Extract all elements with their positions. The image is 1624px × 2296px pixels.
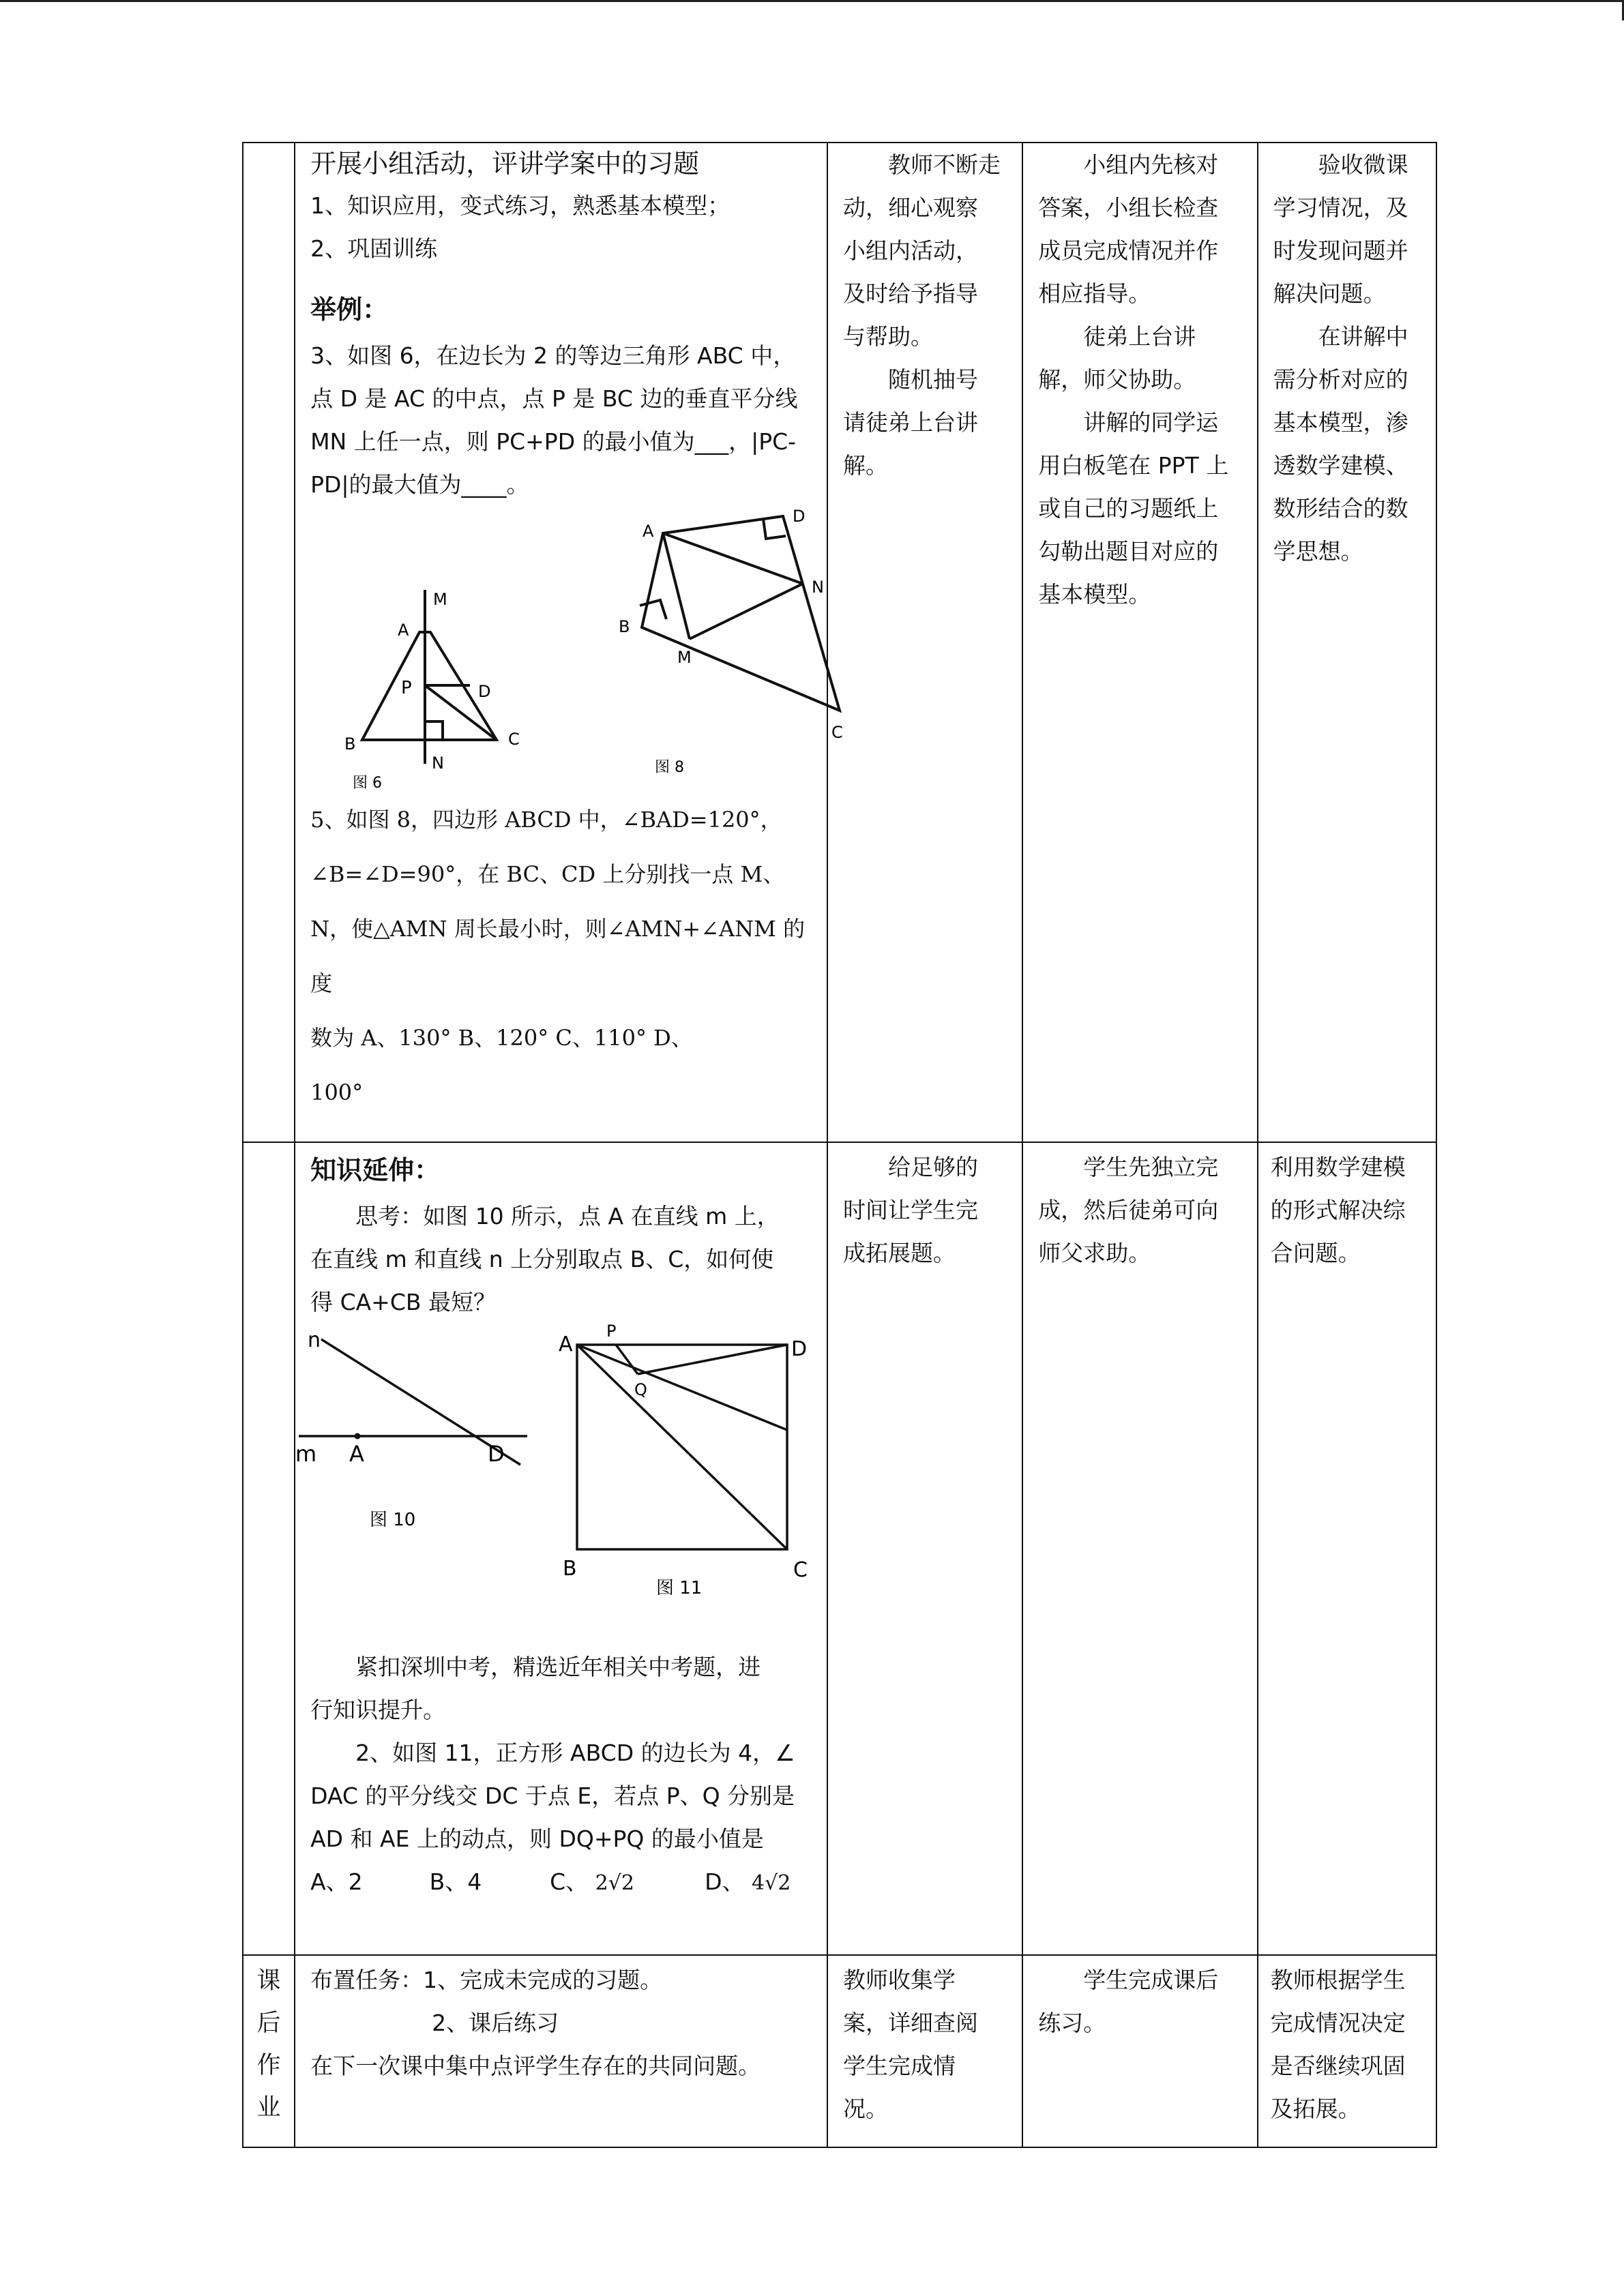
intent-line: 数形结合的数 (1273, 495, 1408, 522)
row-label-char: 作 (256, 2052, 281, 2079)
intent-line: 透数学建模、 (1273, 452, 1408, 479)
segment-an (663, 533, 803, 584)
intent-line: 在讲解中 (1318, 323, 1408, 350)
table-row-group-activity (243, 143, 1436, 1142)
fig10-label-A: A (349, 1441, 364, 1467)
teacher-line: 案，详细查阅 (842, 2010, 978, 2036)
row-label-cell-empty (243, 143, 295, 1142)
paragraph-1-line-2: 行知识提升。 (310, 1697, 446, 1723)
point-a-dot (355, 1433, 361, 1440)
fig8-label-D: D (793, 507, 806, 526)
intent-line: 利用数学建模 (1270, 1154, 1406, 1180)
question-2-line-1: 2、如图 11，正方形 ABCD 的边长为 4，∠ (355, 1740, 795, 1766)
fig10-label-m: m (295, 1441, 317, 1467)
figures-6-and-8 (295, 506, 843, 792)
intent-line: 学思想。 (1273, 538, 1363, 565)
fig10-caption: 图 10 (370, 1510, 416, 1530)
fig11-label-P: P (606, 1322, 617, 1341)
intent-line: 的形式解决综 (1270, 1197, 1406, 1223)
fig6-label-B: B (344, 734, 356, 754)
student-activity-cell (1022, 1142, 1257, 1955)
right-angle-mark (425, 721, 443, 740)
question-5-line-4: 数为 A、130° B、120° C、110° D、 (310, 1025, 693, 1051)
teacher-line: 学生完成情 (842, 2053, 956, 2079)
option-a: A、2 (310, 1868, 363, 1895)
intent-line: 及拓展。 (1270, 2096, 1361, 2122)
question-5-line-2: ∠B=∠D=90°，在 BC、CD 上分别找一点 M、 (310, 861, 785, 887)
question-3-line-1: 3、如图 6，在边长为 2 的等边三角形 ABC 中， (310, 342, 796, 369)
fig6-caption: 图 6 (353, 775, 383, 792)
intent-line: 时发现问题并 (1273, 237, 1408, 264)
student-line: 用白板笔在 PPT 上 (1038, 452, 1229, 479)
teacher-line: 小组内活动， (842, 237, 978, 264)
homework-line-3: 在下一次课中集中点评学生存在的共同问题。 (310, 2053, 761, 2079)
fig11-label-A: A (559, 1332, 573, 1356)
design-intent-cell (1258, 1955, 1436, 2147)
fig8-caption: 图 8 (655, 759, 685, 776)
homework-line-1: 布置任务：1、完成未完成的习题。 (310, 1967, 663, 1993)
row-label-char: 后 (256, 2010, 281, 2037)
row-label-cell-empty (243, 1142, 295, 1955)
design-intent-cell (1258, 1142, 1436, 1955)
main-content-cell (295, 1142, 827, 1955)
think-line-3: 得 CA+CB 最短？ (310, 1289, 497, 1315)
teacher-line: 时间让学生完 (842, 1197, 978, 1223)
question-2-options (310, 1860, 814, 1905)
question-5-line-1: 5、如图 8，四边形 ABCD 中，∠BAD=120°， (310, 807, 782, 833)
question-5-line-5: 100° (310, 1079, 364, 1105)
segment-pq (616, 1345, 638, 1374)
intent-line: 验收微课 (1318, 151, 1408, 178)
fig10-label-D: D (488, 1441, 505, 1467)
fig8-label-N: N (812, 578, 825, 597)
intent-line: 解决问题。 (1273, 280, 1386, 307)
row-label-char: 课 (256, 1967, 281, 1995)
think-line-1: 思考：如图 10 所示，点 A 在直线 m 上， (355, 1203, 780, 1229)
student-line: 学生先独立完 (1083, 1154, 1219, 1180)
right-angle-mark-d (763, 519, 786, 539)
teacher-line: 随机抽号 (887, 366, 978, 393)
question-5-line-3: N，使△AMN 周长最小时，则∠AMN+∠ANM 的度 (310, 916, 806, 996)
student-line: 徒弟上台讲 (1083, 323, 1196, 350)
teacher-line: 解。 (842, 452, 888, 479)
question-3-line-2: 点 D 是 AC 的中点，点 P 是 BC 边的垂直平分线 (310, 385, 798, 412)
option-d-label: D、 (705, 1868, 745, 1895)
intent-line: 教师根据学生 (1270, 1967, 1406, 1993)
fig11-caption: 图 11 (656, 1578, 703, 1598)
diagonal-ac (577, 1345, 787, 1549)
fig8-label-B: B (619, 617, 630, 636)
student-line: 成员完成情况并作 (1038, 237, 1219, 264)
student-line: 练习。 (1038, 2010, 1106, 2036)
student-line: 基本模型。 (1038, 581, 1151, 608)
student-line: 成，然后徒弟可向 (1038, 1197, 1219, 1223)
intent-line: 完成情况决定 (1270, 2010, 1406, 2036)
student-activity-cell (1022, 143, 1257, 1142)
teacher-line: 请徒弟上台讲 (842, 409, 978, 436)
fig6-label-C: C (508, 730, 520, 749)
intent-line: 是否继续巩固 (1270, 2053, 1406, 2079)
student-line: 小组内先核对 (1083, 151, 1219, 178)
design-intent-cell (1258, 143, 1436, 1142)
segment-ae (577, 1345, 787, 1430)
fig11-label-C: C (793, 1558, 808, 1582)
figure-6-triangle (362, 590, 497, 764)
think-line-2: 在直线 m 和直线 n 上分别取点 B、C，如何使 (310, 1246, 774, 1272)
teacher-activity-cell (827, 1142, 1022, 1955)
figure-11-square (577, 1345, 787, 1549)
fig8-label-C: C (831, 723, 843, 742)
student-line: 学生完成课后 (1083, 1967, 1219, 1993)
intent-line: 需分析对应的 (1273, 366, 1408, 393)
student-activity-cell (1022, 1955, 1257, 2147)
fig6-label-M: M (433, 590, 447, 609)
student-line: 解，师父协助。 (1038, 366, 1196, 393)
paragraph-1-line-1: 紧扣深圳中考，精选近年相关中考题，进 (355, 1654, 761, 1680)
activity-title: 开展小组活动，评讲学案中的习题 (310, 149, 700, 179)
main-content-cell (295, 143, 843, 1142)
teacher-line: 与帮助。 (842, 323, 933, 350)
fig6-label-A: A (398, 621, 409, 640)
teacher-line: 成拓展题。 (842, 1240, 956, 1266)
lesson-plan-table (242, 142, 1437, 2148)
option-d-value: 4√2 (752, 1871, 791, 1895)
intent-line: 合问题。 (1270, 1240, 1361, 1266)
teacher-line: 教师不断走 (887, 151, 1001, 178)
student-line: 师父求助。 (1038, 1240, 1151, 1266)
teacher-line: 教师收集学 (842, 1967, 956, 1993)
teacher-line: 况。 (842, 2096, 888, 2122)
teacher-line: 动，细心观察 (842, 194, 978, 221)
page-top-border (0, 0, 1624, 2)
table-row-homework (243, 1955, 1436, 2147)
question-2-line-2: DAC 的平分线交 DC 于点 E，若点 P、Q 分别是 (310, 1783, 795, 1809)
student-line: 相应指导。 (1038, 280, 1151, 307)
intent-line: 学习情况，及 (1273, 194, 1408, 221)
option-c-value: 2√2 (595, 1871, 634, 1895)
teacher-activity-cell (827, 143, 1022, 1142)
option-b: B、4 (429, 1868, 482, 1895)
fig8-label-M: M (677, 648, 692, 667)
fig11-label-B: B (563, 1557, 577, 1581)
extension-heading: 知识延伸： (310, 1155, 441, 1185)
question-3-line-3: MN 上任一点，则 PC+PD 的最小值为___，|PC- (310, 428, 797, 455)
fig10-label-n: n (308, 1328, 321, 1352)
row-label-cell-homework (243, 1955, 295, 2147)
teacher-activity-cell (827, 1955, 1022, 2147)
segment-qd (638, 1345, 787, 1374)
teacher-line: 及时给予指导 (842, 280, 978, 307)
fig8-label-A: A (643, 522, 654, 541)
question-2-line-3: AD 和 AE 上的动点，则 DQ+PQ 的最小值是 (310, 1825, 764, 1852)
table-row-knowledge-extension (243, 1142, 1436, 1955)
teacher-line: 给足够的 (887, 1154, 978, 1180)
figure-8-quadrilateral (640, 516, 840, 711)
segment-am (663, 533, 690, 639)
fig6-label-P: P (401, 678, 412, 698)
row-label-char: 业 (256, 2094, 281, 2121)
student-line: 或自己的习题纸上 (1038, 495, 1219, 522)
question-3-line-4: PD|的最大值为____。 (310, 471, 529, 498)
main-content-cell (295, 1955, 827, 2147)
segment-mn (690, 584, 803, 639)
figures-10-and-11 (295, 1310, 814, 1603)
option-c-label: C、 (550, 1868, 589, 1895)
homework-line-2: 2、课后练习 (432, 2010, 559, 2036)
student-line: 答案，小组长检查 (1038, 194, 1219, 221)
fig11-label-D: D (791, 1337, 808, 1361)
student-line: 勾勒出题目对应的 (1038, 538, 1219, 565)
activity-item-2: 2、巩固训练 (310, 235, 438, 262)
fig6-label-D: D (478, 682, 491, 701)
fig11-label-Q: Q (634, 1380, 647, 1399)
example-heading: 举例： (310, 295, 389, 325)
fig6-label-N: N (432, 754, 445, 773)
intent-line: 基本模型，渗 (1273, 409, 1408, 436)
activity-item-1: 1、知识应用，变式练习，熟悉基本模型； (310, 192, 730, 219)
student-line: 讲解的同学运 (1083, 409, 1219, 436)
